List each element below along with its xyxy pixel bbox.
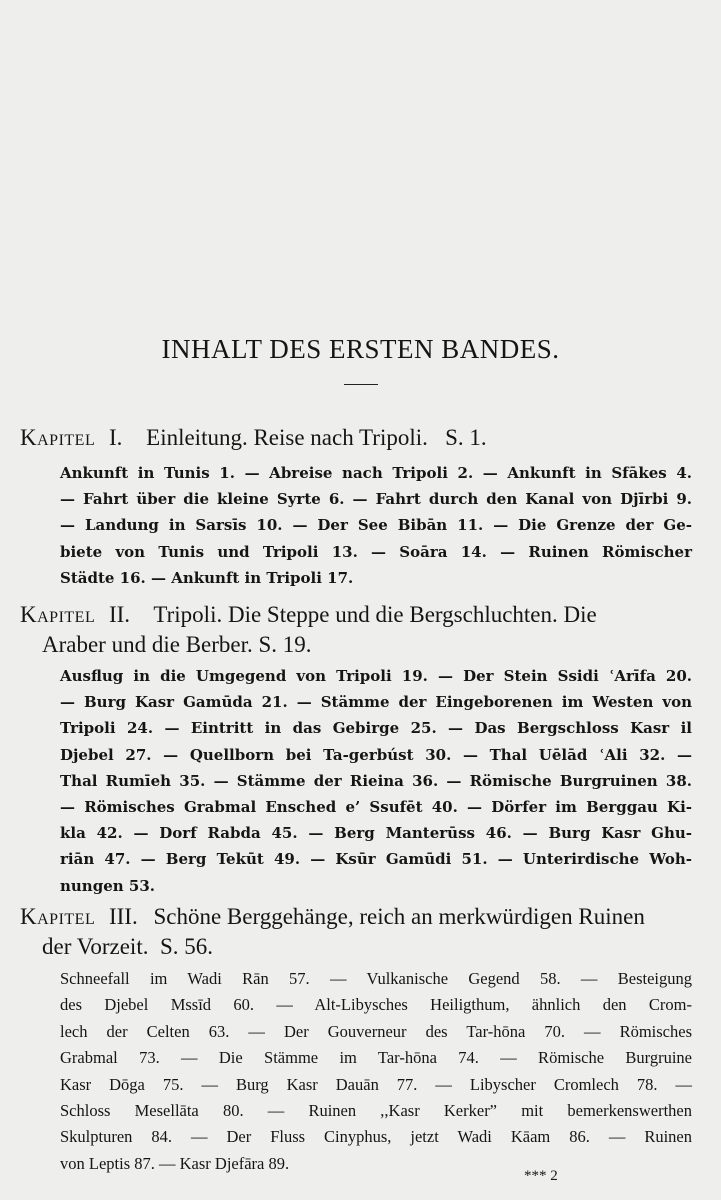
- chapter-heading: [0, 601, 721, 661]
- chapter-1-contents: [60, 460, 692, 591]
- chapter-2: [0, 601, 721, 661]
- contents-line: Tripoli 24. — Eintritt in das Gebirge 25. — Das Bergschloss Kasr il: [60, 719, 692, 738]
- chapter-number: II.: [108, 602, 131, 627]
- chapter-label: Kapitel: [20, 602, 96, 627]
- chapter-3: [0, 903, 721, 963]
- chapter-title-line: Schöne Berggehänge, reich an merkwürdigen Ruinen: [153, 904, 645, 929]
- contents-line: kla 42. — Dorf Rabda 45. — Berg Manterūss 46. — Burg Kasr Ghu-: [60, 824, 692, 843]
- chapter-label: Kapitel: [20, 425, 96, 450]
- signature-mark: *** 2: [524, 1168, 558, 1184]
- contents-line: — Landung in Sarsīs 10. — Der See Bibān 11. — Die Grenze der Ge-: [60, 516, 692, 535]
- contents-line: nungen 53.: [60, 876, 155, 895]
- chapter-number: I.: [108, 425, 123, 450]
- contents-line: lech der Celten 63. — Der Gouverneur des Tar-hōna 70. — Römisches: [60, 1021, 692, 1041]
- chapter-title-line: der Vorzeit. S. 56.: [42, 934, 213, 959]
- chapter-heading: [0, 903, 721, 963]
- contents-line: Ausflug in die Umgegend von Tripoli 19. — Der Stein Ssidi ʿArīfa 20.: [60, 667, 692, 685]
- chapter-label: Kapitel: [20, 904, 96, 929]
- chapter-title-line: Tripoli. Die Steppe und die Bergschluchten. Die: [153, 602, 597, 627]
- contents-line: Grabmal 73. — Die Stämme im Tar-hōna 74. — Römische Burgruine: [60, 1048, 692, 1068]
- chapter-2-contents: [60, 663, 692, 899]
- contents-line: Städte 16. — Ankunft in Tripoli 17.: [60, 568, 354, 587]
- contents-line: Djebel 27. — Quellborn bei Ta-gerbúst 30. — Thal Uēlād ʿAli 32. —: [60, 745, 692, 764]
- contents-line: Schneefall im Wadi Rān 57. — Vulkanische Gegend 58. — Besteigung: [60, 969, 692, 988]
- page-title: INHALT DES ERSTEN BANDES.: [161, 334, 560, 364]
- contents-line: Skulpturen 84. — Der Fluss Cinyphus, jetzt Wadi Kāam 86. — Ruinen: [60, 1127, 692, 1147]
- chapter-3-contents: [60, 966, 692, 1177]
- contents-line: Schloss Mesellāta 80. — Ruinen ,,Kasr Kerker” mit bemerkenswerthen: [60, 1100, 692, 1120]
- chapter-number: III.: [108, 904, 138, 929]
- title-divider: [344, 384, 378, 385]
- contents-line: von Leptis 87. — Kasr Djefāra 89.: [60, 1153, 290, 1173]
- contents-line: — Römisches Grabmal Ensched e’ Ssufēt 40. — Dörfer im Berggau Ki-: [60, 797, 692, 816]
- contents-line: des Djebel Mssīd 60. — Alt-Libysches Heiligthum, ähnlich den Crom-: [60, 995, 692, 1015]
- contents-line: — Burg Kasr Gamūda 21. — Stämme der Eingeborenen im Westen von: [60, 693, 692, 712]
- chapter-title-line: Araber und die Berber. S. 19.: [42, 632, 312, 657]
- contents-line: riān 47. — Berg Tekūt 49. — Ksūr Gamūdi 51. — Unterirdische Woh-: [60, 850, 692, 869]
- contents-line: Kasr Dōga 75. — Burg Kasr Dauān 77. — Libyscher Cromlech 78. —: [60, 1074, 692, 1094]
- chapter-title-line: Einleitung. Reise nach Tripoli. S. 1.: [146, 425, 487, 450]
- contents-line: Ankunft in Tunis 1. — Abreise nach Tripoli 2. — Ankunft in Sfākes 4.: [60, 464, 692, 482]
- contents-line: — Fahrt über die kleine Syrte 6. — Fahrt durch den Kanal von Djīrbi 9.: [60, 490, 692, 509]
- contents-line: biete von Tunis und Tripoli 13. — Soāra 14. — Ruinen Römischer: [60, 542, 692, 561]
- contents-line: Thal Rumīeh 35. — Stämme der Rieina 36. — Römische Burgruinen 38.: [60, 771, 692, 790]
